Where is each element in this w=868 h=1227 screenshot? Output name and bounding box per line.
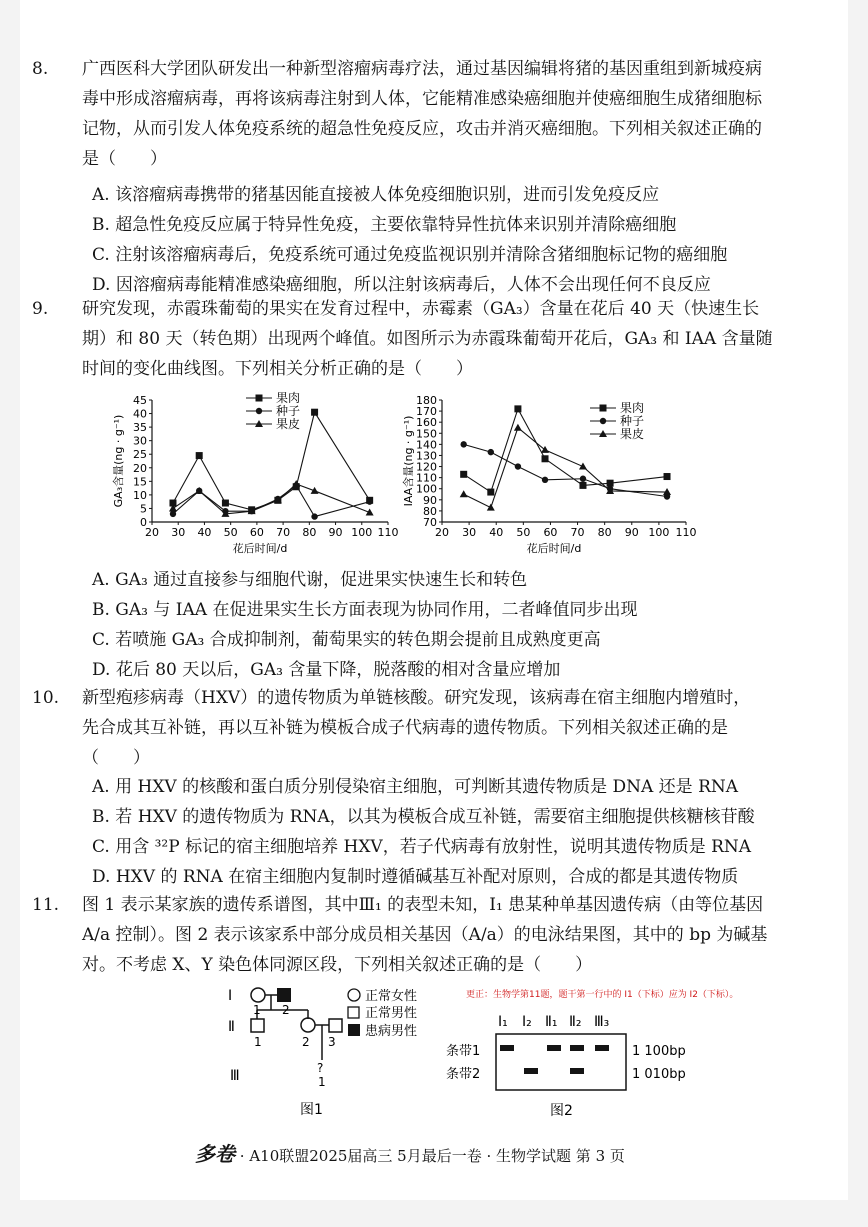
y-tick-label: 25 [133,448,147,462]
legend-marker [256,395,263,402]
legend-label: 种子 [276,404,301,418]
x-tick-label: 50 [516,526,531,539]
data-point-circle [460,441,466,447]
pedigree-question-mark: ? [317,1061,324,1075]
lane-label: Ⅲ₃ [594,1014,610,1030]
figure-caption: 图2 [550,1103,573,1119]
option-9a: A. GA₃ 通过直接参与细胞代谢，促进果实快速生长和转色 [92,570,528,590]
y-tick-label: 80 [423,504,437,518]
y-tick-label: 45 [133,394,147,407]
gel-box [496,1034,626,1090]
x-tick-label: 60 [543,526,558,539]
y-tick-label: 40 [133,407,147,421]
band-row-label: 条带2 [446,1067,481,1082]
data-point-circle [170,511,176,517]
gen-label: I [228,988,233,1004]
gel-band [570,1045,584,1051]
x-tick-label: 110 [675,526,697,539]
stem-line: 期）和 80 天（转色期）出现两个峰值。如图所示为赤霞珠葡萄开花后，GA₃ 和 IAA 含量随 [82,329,773,349]
x-tick-label: 70 [570,526,585,539]
y-tick-label: 160 [416,416,437,430]
legend-female-icon [348,989,360,1001]
legend-marker [600,405,607,412]
lane-label: I₁ [498,1014,508,1030]
legend-affected-male-icon [348,1024,360,1036]
data-point-square [542,455,549,462]
x-tick-label: 90 [328,526,343,539]
option-8b: B. 超急性免疫反应属于特异性免疫，主要依靠特异性抗体来识别并清除癌细胞 [92,215,677,235]
data-point-square [311,409,318,416]
x-tick-label: 60 [249,526,264,539]
footer-logo: 多卷 [195,1142,235,1166]
legend-label: 果皮 [620,427,645,441]
y-axis-label: IAA含量(ng · g⁻¹) [402,415,415,507]
legend-label: 果肉 [276,391,301,405]
data-point-square [487,489,494,496]
y-tick-label: 5 [140,502,147,516]
legend-male-icon [348,1007,359,1018]
iaa-chart [400,388,710,568]
x-tick-label: 20 [145,526,159,539]
x-axis-label: 花后时间/d [232,542,288,555]
gel-band [524,1068,538,1074]
pedigree-number: 1 [253,1003,261,1017]
data-point-circle [366,498,372,504]
y-tick-label: 15 [133,475,147,489]
option-9b: B. GA₃ 与 IAA 在促进果实生长方面表现为协同作用，二者峰值同步出现 [92,600,638,620]
pedigree-figure [220,980,450,1120]
question-number: 8. [32,59,49,79]
pedigree-ii2-female [301,1018,315,1032]
gel-band [500,1045,514,1051]
legend-label: 正常女性 [365,989,418,1004]
option-8a: A. 该溶瘤病毒携带的猪基因能直接被人体免疫细胞识别，进而引发免疫反应 [92,185,660,205]
data-point-triangle [514,424,522,431]
pedigree-number: 2 [282,1003,290,1017]
lane-label: Ⅱ₁ [545,1014,558,1030]
option-9c: C. 若喷施 GA₃ 合成抑制剂，葡萄果实的转色期会提前且成熟度更高 [92,630,601,650]
legend-label: 果皮 [276,417,301,431]
pedigree-ii1-male [251,1019,264,1032]
stem-line: 时间的变化曲线图。下列相关分析正确的是（ ） [82,359,473,379]
y-tick-label: 170 [416,405,437,419]
stem-line: （ ） [82,748,150,768]
x-tick-label: 70 [276,526,291,539]
question-stem [82,54,762,174]
stem-line: 新型疱疹病毒（HXV）的遗传物质为单链核酸。研究发现，该病毒在宿主细胞内增殖时， [82,688,751,708]
data-point-square [222,500,229,507]
y-tick-label: 180 [416,394,437,407]
gel-figure [432,1008,722,1120]
stem-line: 记物，从而引发人体免疫系统的超急性免疫反应，攻击并消灭癌细胞。下列相关叙述正确的 [82,119,762,139]
pedigree-i1-female [251,988,265,1002]
x-tick-label: 80 [302,526,317,539]
stem-line: A/a 控制）。图 2 表示该家系中部分成员相关基因（A/a）的电泳结果图，其中的 bp 为碱基 [82,925,768,945]
y-tick-label: 130 [416,449,437,463]
footer-text: · A10联盟2025届高三 5月最后一卷 · 生物学试题 第 3 页 [239,1147,625,1165]
legend-label: 患病男性 [365,1024,418,1039]
pedigree-number: 3 [328,1035,336,1049]
footer [195,1138,625,1167]
y-tick-label: 10 [133,488,147,502]
x-tick-label: 30 [462,526,477,539]
band-size: 1 010bp [632,1067,686,1082]
data-point-square [514,405,521,412]
data-point-triangle [487,504,495,511]
gen-label: Ⅱ [228,1019,235,1035]
data-point-square [579,482,586,489]
question-number: 9. [32,299,49,319]
option-10d: D. HXV 的 RNA 在宿主细胞内复制时遵循碱基互补配对原则，合成的都是其遗传物质 [92,867,739,887]
data-point-square [664,473,671,480]
x-axis-label: 花后时间/d [526,542,582,555]
lane-label: Ⅱ₂ [569,1014,582,1030]
x-tick-label: 110 [377,526,399,539]
x-tick-label: 30 [171,526,186,539]
band-row-label: 条带1 [446,1044,481,1059]
gen-label: Ⅲ [230,1068,240,1084]
question-stem [82,683,750,773]
question-number: 10. [32,688,60,708]
gel-band [547,1045,561,1051]
pedigree-ii3-male [329,1019,342,1032]
series-line-square [173,412,370,510]
data-point-circle [580,476,586,482]
band-size: 1 100bp [632,1044,686,1059]
y-tick-label: 70 [423,516,437,529]
correction-note: 更正：生物学第11题，题干第一行中的 I1（下标）应为 I2（下标）。 [466,990,739,1000]
x-tick-label: 40 [489,526,504,539]
option-10c: C. 用含 ³²P 标记的宿主细胞培养 HXV，若子代病毒有放射性，说明其遗传物质是 RNA [92,837,752,857]
y-tick-label: 0 [140,516,147,529]
question-stem [82,294,773,384]
y-tick-label: 35 [133,421,147,435]
y-tick-label: 20 [133,461,147,475]
y-tick-label: 110 [416,471,437,485]
data-point-circle [515,463,521,469]
x-tick-label: 50 [223,526,238,539]
y-tick-label: 140 [416,438,437,452]
x-tick-label: 20 [435,526,449,539]
question-number: 11. [32,895,60,915]
lane-label: I₂ [522,1014,532,1030]
y-tick-label: 30 [133,434,147,448]
option-10a: A. 用 HXV 的核酸和蛋白质分别侵染宿主细胞，可判断其遗传物质是 DNA 还是 RNA [92,777,739,797]
legend-label: 正常男性 [365,1006,418,1021]
y-tick-label: 150 [416,427,437,441]
stem-line: 研究发现，赤霞珠葡萄的果实在发育过程中，赤霉素（GA₃）含量在花后 40 天（快速生长 [82,299,760,319]
stem-line: 先合成其互补链，再以互补链为模板合成子代病毒的遗传物质。下列相关叙述正确的是 [82,718,728,738]
pedigree-number: 2 [302,1035,310,1049]
data-point-triangle [579,463,587,470]
data-point-square [460,471,467,478]
y-tick-label: 120 [416,460,437,474]
x-tick-label: 100 [351,526,373,539]
data-point-circle [542,477,548,483]
ga3-chart [110,388,410,568]
stem-line: 毒中形成溶瘤病毒，再将该病毒注射到人体，它能精准感染癌细胞并使癌细胞生成猪细胞标 [82,89,762,109]
stem-line: 广西医科大学团队研发出一种新型溶瘤病毒疗法，通过基因编辑将猪的基因重组到新城疫病 [82,59,762,79]
question-stem [82,890,767,980]
legend-marker [600,418,606,424]
y-tick-label: 100 [416,482,437,496]
pedigree-number: 1 [318,1075,326,1089]
x-tick-label: 100 [648,526,670,539]
option-10b: B. 若 HXV 的遗传物质为 RNA，以其为模板合成互补链，需要宿主细胞提供核糖核苷酸 [92,807,755,827]
data-point-circle [488,449,494,455]
option-8d: D. 因溶瘤病毒能精准感染癌细胞，所以注射该病毒后，人体不会出现任何不良反应 [92,275,711,295]
pedigree-number: 1 [254,1035,262,1049]
x-tick-label: 80 [597,526,612,539]
data-point-triangle [366,509,374,516]
pedigree-i2-affected-male [277,988,291,1002]
stem-line: 是（ ） [82,149,167,169]
figure-caption: 图1 [300,1102,323,1118]
gel-band [570,1068,584,1074]
option-9d: D. 花后 80 天以后，GA₃ 含量下降，脱落酸的相对含量应增加 [92,660,561,680]
data-point-circle [311,513,317,519]
data-point-triangle [460,490,468,497]
stem-line: 图 1 表示某家族的遗传系谱图，其中Ⅲ₁ 的表型未知，I₁ 患某种单基因遗传病（由等位基因 [82,895,764,915]
y-axis-label: GA₃含量(ng · g⁻¹) [112,414,125,508]
x-tick-label: 90 [624,526,639,539]
stem-line: 对。不考虑 X、Y 染色体同源区段，下列相关叙述正确的是（ ） [82,955,593,975]
gel-band [595,1045,609,1051]
legend-label: 果肉 [620,401,645,415]
legend-label: 种子 [620,414,645,428]
exam-page [20,0,848,1200]
option-8c: C. 注射该溶瘤病毒后，免疫系统可通过免疫监视识别并清除含猪细胞标记物的癌细胞 [92,245,728,265]
x-tick-label: 40 [197,526,212,539]
y-tick-label: 90 [423,493,437,507]
data-point-square [196,452,203,459]
legend-marker [256,408,262,414]
